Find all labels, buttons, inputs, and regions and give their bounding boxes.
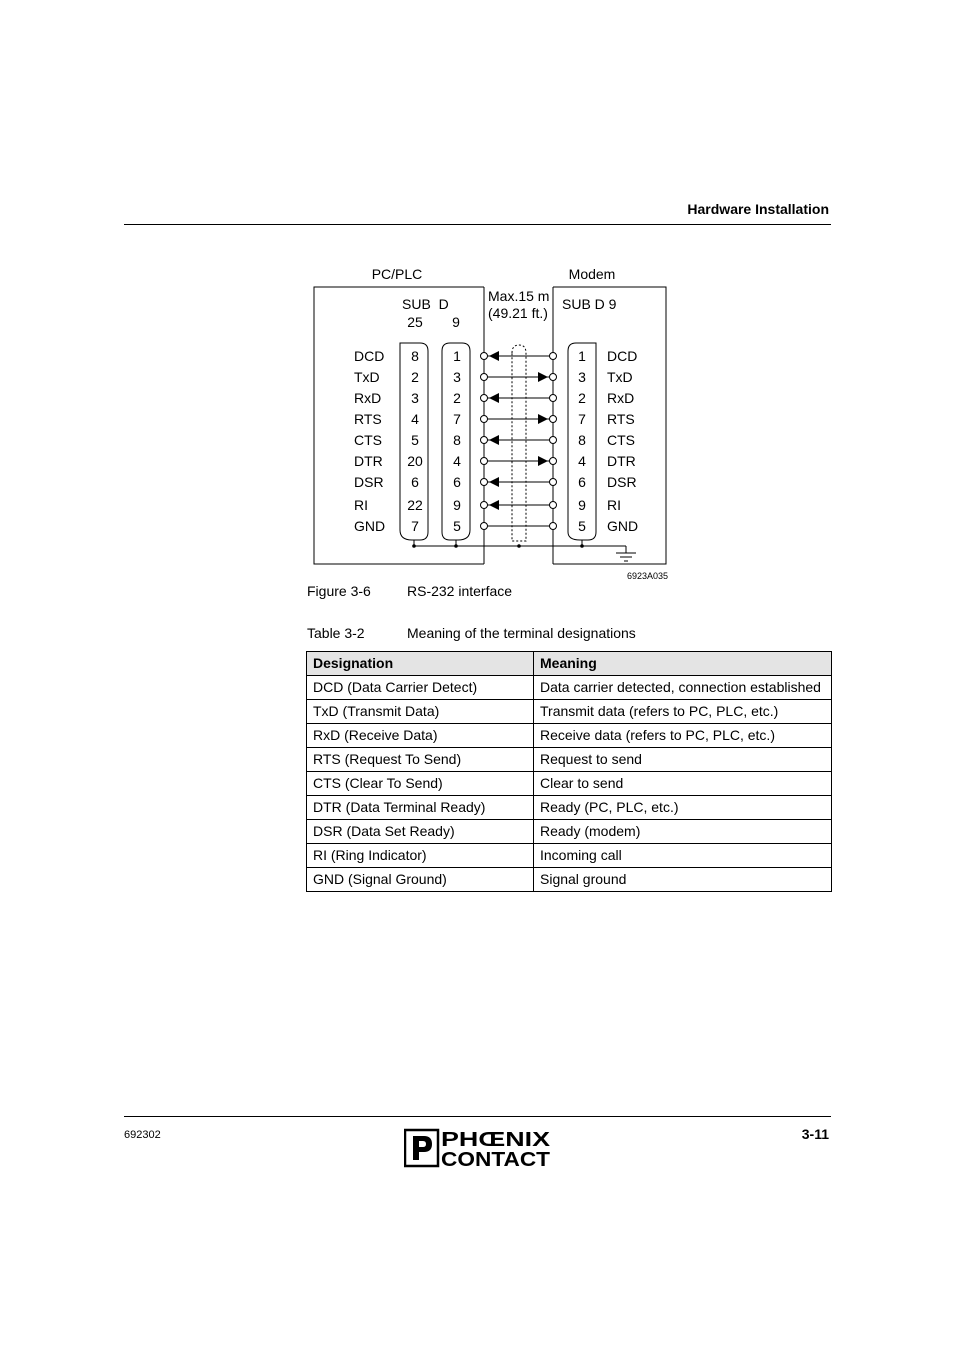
arrow-to-pc [489, 393, 499, 403]
modem-terminal-node [550, 502, 557, 509]
arrow-to-pc [489, 500, 499, 510]
table-row [307, 796, 832, 820]
right-pin: 8 [578, 432, 586, 448]
modem-terminal-node [550, 458, 557, 465]
pin-25: 3 [411, 390, 419, 406]
left-signal-label: RTS [354, 411, 382, 427]
meaning-cell: Ready (PC, PLC, etc.) [534, 796, 832, 820]
pin-9: 2 [453, 390, 461, 406]
ground-node-right [580, 544, 584, 548]
pin-25: 22 [407, 497, 423, 513]
left-pin-col-25: 25 [407, 314, 423, 330]
right-signal-label: DTR [607, 453, 636, 469]
meaning-cell: Data carrier detected, connection established [534, 676, 832, 700]
right-connector-label: SUB D 9 [562, 296, 617, 312]
left-signal-label: RxD [354, 390, 382, 406]
cable-length-label: Max.15 m [488, 288, 550, 304]
arrow-to-pc [489, 477, 499, 487]
figure-image-code: 6923A035 [626, 571, 668, 581]
arrow-to-modem [538, 372, 548, 382]
designation-cell: DCD (Data Carrier Detect) [307, 676, 534, 700]
left-pin-col-9: 9 [452, 314, 460, 330]
pin-25: 20 [407, 453, 423, 469]
left-device-label: PC/PLC [371, 266, 423, 282]
meaning-cell: Transmit data (refers to PC, PLC, etc.) [534, 700, 832, 724]
table-header-row [307, 652, 832, 676]
table-row [307, 724, 832, 748]
arrow-to-pc [489, 435, 499, 445]
right-pin: 9 [578, 497, 586, 513]
designation-cell: RTS (Request To Send) [307, 748, 534, 772]
right-signal-label: DCD [607, 348, 638, 364]
pc-terminal-node [481, 437, 488, 444]
right-pin: 4 [578, 453, 586, 469]
right-signal-label: RxD [607, 390, 635, 406]
right-signal-label: DSR [607, 474, 637, 490]
logo-line-2: CONTACT [441, 1149, 550, 1168]
table-row [307, 676, 832, 700]
designation-cell: DSR (Data Set Ready) [307, 820, 534, 844]
right-signal-label: TxD [607, 369, 633, 385]
pin-9: 6 [453, 474, 461, 490]
ground-node-left [412, 544, 416, 548]
arrow-to-modem [538, 456, 548, 466]
pin-9: 8 [453, 432, 461, 448]
pc-terminal-node [481, 458, 488, 465]
modem-terminal-node [550, 374, 557, 381]
table-row [307, 868, 832, 892]
left-signal-label: CTS [354, 432, 382, 448]
meaning-cell: Request to send [534, 748, 832, 772]
designation-cell: RxD (Receive Data) [307, 724, 534, 748]
meaning-cell: Signal ground [534, 868, 832, 892]
right-pin: 6 [578, 474, 586, 490]
column-header-meaning: Meaning [534, 652, 832, 676]
table-row [307, 820, 832, 844]
right-pin: 2 [578, 390, 586, 406]
pc-terminal-node [481, 479, 488, 486]
designation-cell: GND (Signal Ground) [307, 868, 534, 892]
phoenix-contact-logo [404, 1128, 552, 1168]
designation-cell: TxD (Transmit Data) [307, 700, 534, 724]
right-signal-label: RTS [607, 411, 635, 427]
pc-terminal-node [481, 523, 488, 530]
ground-node-shield [517, 544, 521, 548]
pc-terminal-node [481, 374, 488, 381]
meaning-cell: Receive data (refers to PC, PLC, etc.) [534, 724, 832, 748]
right-device-label: Modem [568, 266, 616, 282]
ground-node-mid [454, 544, 458, 548]
pin-25: 4 [411, 411, 419, 427]
header-rule [124, 224, 831, 225]
section-title: Hardware Installation [687, 201, 829, 217]
table-row [307, 844, 832, 868]
pin-9: 7 [453, 411, 461, 427]
right-signal-label: CTS [607, 432, 635, 448]
pin-25: 2 [411, 369, 419, 385]
pin-25: 6 [411, 474, 419, 490]
terminal-designations-table [306, 651, 832, 892]
left-signal-label: GND [354, 518, 386, 534]
pc-terminal-node [481, 416, 488, 423]
cable-shield [512, 345, 526, 541]
table-row [307, 700, 832, 724]
pin-9: 3 [453, 369, 461, 385]
meaning-cell: Ready (modem) [534, 820, 832, 844]
right-pin: 3 [578, 369, 586, 385]
logo-line-1: PHŒNIX [441, 1129, 551, 1151]
pc-terminal-node [481, 502, 488, 509]
right-pin: 1 [578, 348, 586, 364]
left-signal-label: RI [354, 497, 368, 513]
designation-cell: CTS (Clear To Send) [307, 772, 534, 796]
pin-25: 7 [411, 518, 419, 534]
figure-number: Figure 3-6 [307, 583, 371, 599]
designation-cell: RI (Ring Indicator) [307, 844, 534, 868]
pc-terminal-node [481, 353, 488, 360]
modem-terminal-node [550, 395, 557, 402]
right-pin: 5 [578, 518, 586, 534]
table-row [307, 748, 832, 772]
pin-9: 9 [453, 497, 461, 513]
right-signal-label: GND [607, 518, 639, 534]
table-row [307, 772, 832, 796]
pc-terminal-node [481, 395, 488, 402]
right-signal-label: RI [607, 497, 621, 513]
modem-terminal-node [550, 416, 557, 423]
left-signal-label: DCD [354, 348, 385, 364]
left-connector-label: SUB D [402, 296, 449, 312]
cable-length-ft-label: (49.21 ft.) [488, 305, 548, 321]
meaning-cell: Clear to send [534, 772, 832, 796]
arrow-to-modem [538, 414, 548, 424]
document-number: 692302 [124, 1129, 161, 1141]
left-signal-label: DSR [354, 474, 384, 490]
column-header-designation: Designation [307, 652, 534, 676]
figure-title: RS-232 interface [407, 583, 513, 599]
modem-terminal-node [550, 523, 557, 530]
page-number: 3-11 [801, 1126, 829, 1142]
arrow-to-pc [489, 351, 499, 361]
modem-terminal-node [550, 479, 557, 486]
right-pin: 7 [578, 411, 586, 427]
modem-terminal-node [550, 353, 557, 360]
modem-terminal-node [550, 437, 557, 444]
rs232-wiring-diagram [300, 255, 680, 585]
pin-9: 5 [453, 518, 461, 534]
pin-25: 5 [411, 432, 419, 448]
pin-9: 4 [453, 453, 461, 469]
designation-cell: DTR (Data Terminal Ready) [307, 796, 534, 820]
left-signal-label: DTR [354, 453, 383, 469]
pin-9: 1 [453, 348, 461, 364]
pin-25: 8 [411, 348, 419, 364]
left-signal-label: TxD [354, 369, 380, 385]
table-number: Table 3-2 [307, 625, 365, 641]
footer-rule [124, 1116, 831, 1117]
meaning-cell: Incoming call [534, 844, 832, 868]
table-title: Meaning of the terminal designations [407, 625, 636, 641]
